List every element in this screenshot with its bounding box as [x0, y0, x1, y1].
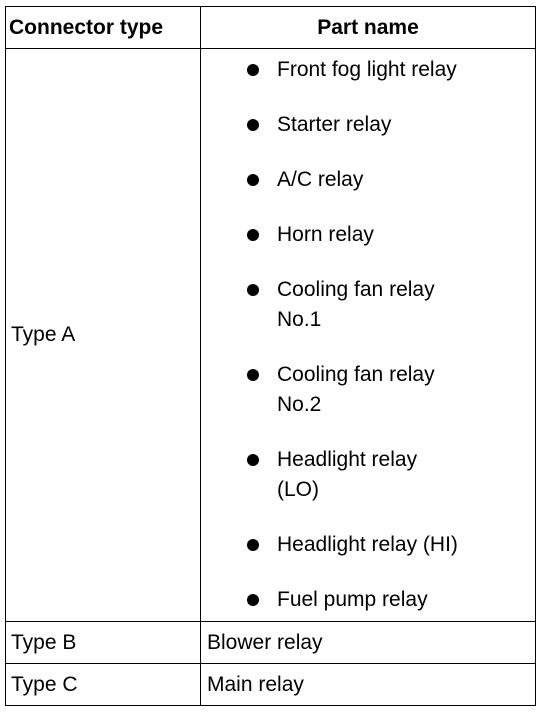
- connector-type-cell: Type A: [6, 49, 201, 622]
- part-name: Cooling fan relay No.1: [277, 278, 435, 331]
- part-name: Fuel pump relay: [277, 588, 428, 611]
- bullet-icon: [247, 174, 259, 186]
- bullet-icon: [247, 369, 259, 381]
- table-row-type-b: [6, 622, 536, 664]
- part-name: Cooling fan relay No.2: [277, 363, 435, 416]
- bullet-icon: [247, 284, 259, 296]
- list-item: [247, 275, 437, 335]
- list-item: [247, 360, 437, 420]
- connector-table: [5, 6, 536, 706]
- part-list-cell: [201, 49, 536, 622]
- bullet-icon: [247, 119, 259, 131]
- table-row-type-c: [6, 664, 536, 706]
- part-list: [201, 55, 535, 615]
- bullet-icon: [247, 454, 259, 466]
- header-connector-type: Connector type: [6, 7, 201, 49]
- list-item: [247, 55, 477, 85]
- connector-type-cell: Type C: [6, 664, 201, 706]
- bullet-icon: [247, 594, 259, 606]
- list-item: [247, 585, 497, 615]
- bullet-icon: [247, 539, 259, 551]
- part-name: Front fog light relay: [277, 58, 457, 81]
- part-name: Headlight relay (HI): [277, 533, 458, 556]
- connector-type-cell: Type B: [6, 622, 201, 664]
- list-item: [247, 530, 517, 560]
- header-part-name: Part name: [201, 7, 536, 49]
- part-name: A/C relay: [277, 168, 364, 191]
- part-name: Starter relay: [277, 113, 392, 136]
- part-name: Headlight relay (LO): [277, 448, 418, 501]
- header-row: [6, 7, 536, 49]
- list-item: [247, 165, 535, 195]
- list-item: [247, 110, 535, 140]
- bullet-icon: [247, 64, 259, 76]
- list-item: [247, 220, 535, 250]
- part-name: Horn relay: [277, 223, 374, 246]
- list-item: [247, 445, 437, 505]
- part-name-cell: Blower relay: [201, 622, 536, 664]
- table-row-type-a: [6, 49, 536, 622]
- bullet-icon: [247, 229, 259, 241]
- part-name-cell: Main relay: [201, 664, 536, 706]
